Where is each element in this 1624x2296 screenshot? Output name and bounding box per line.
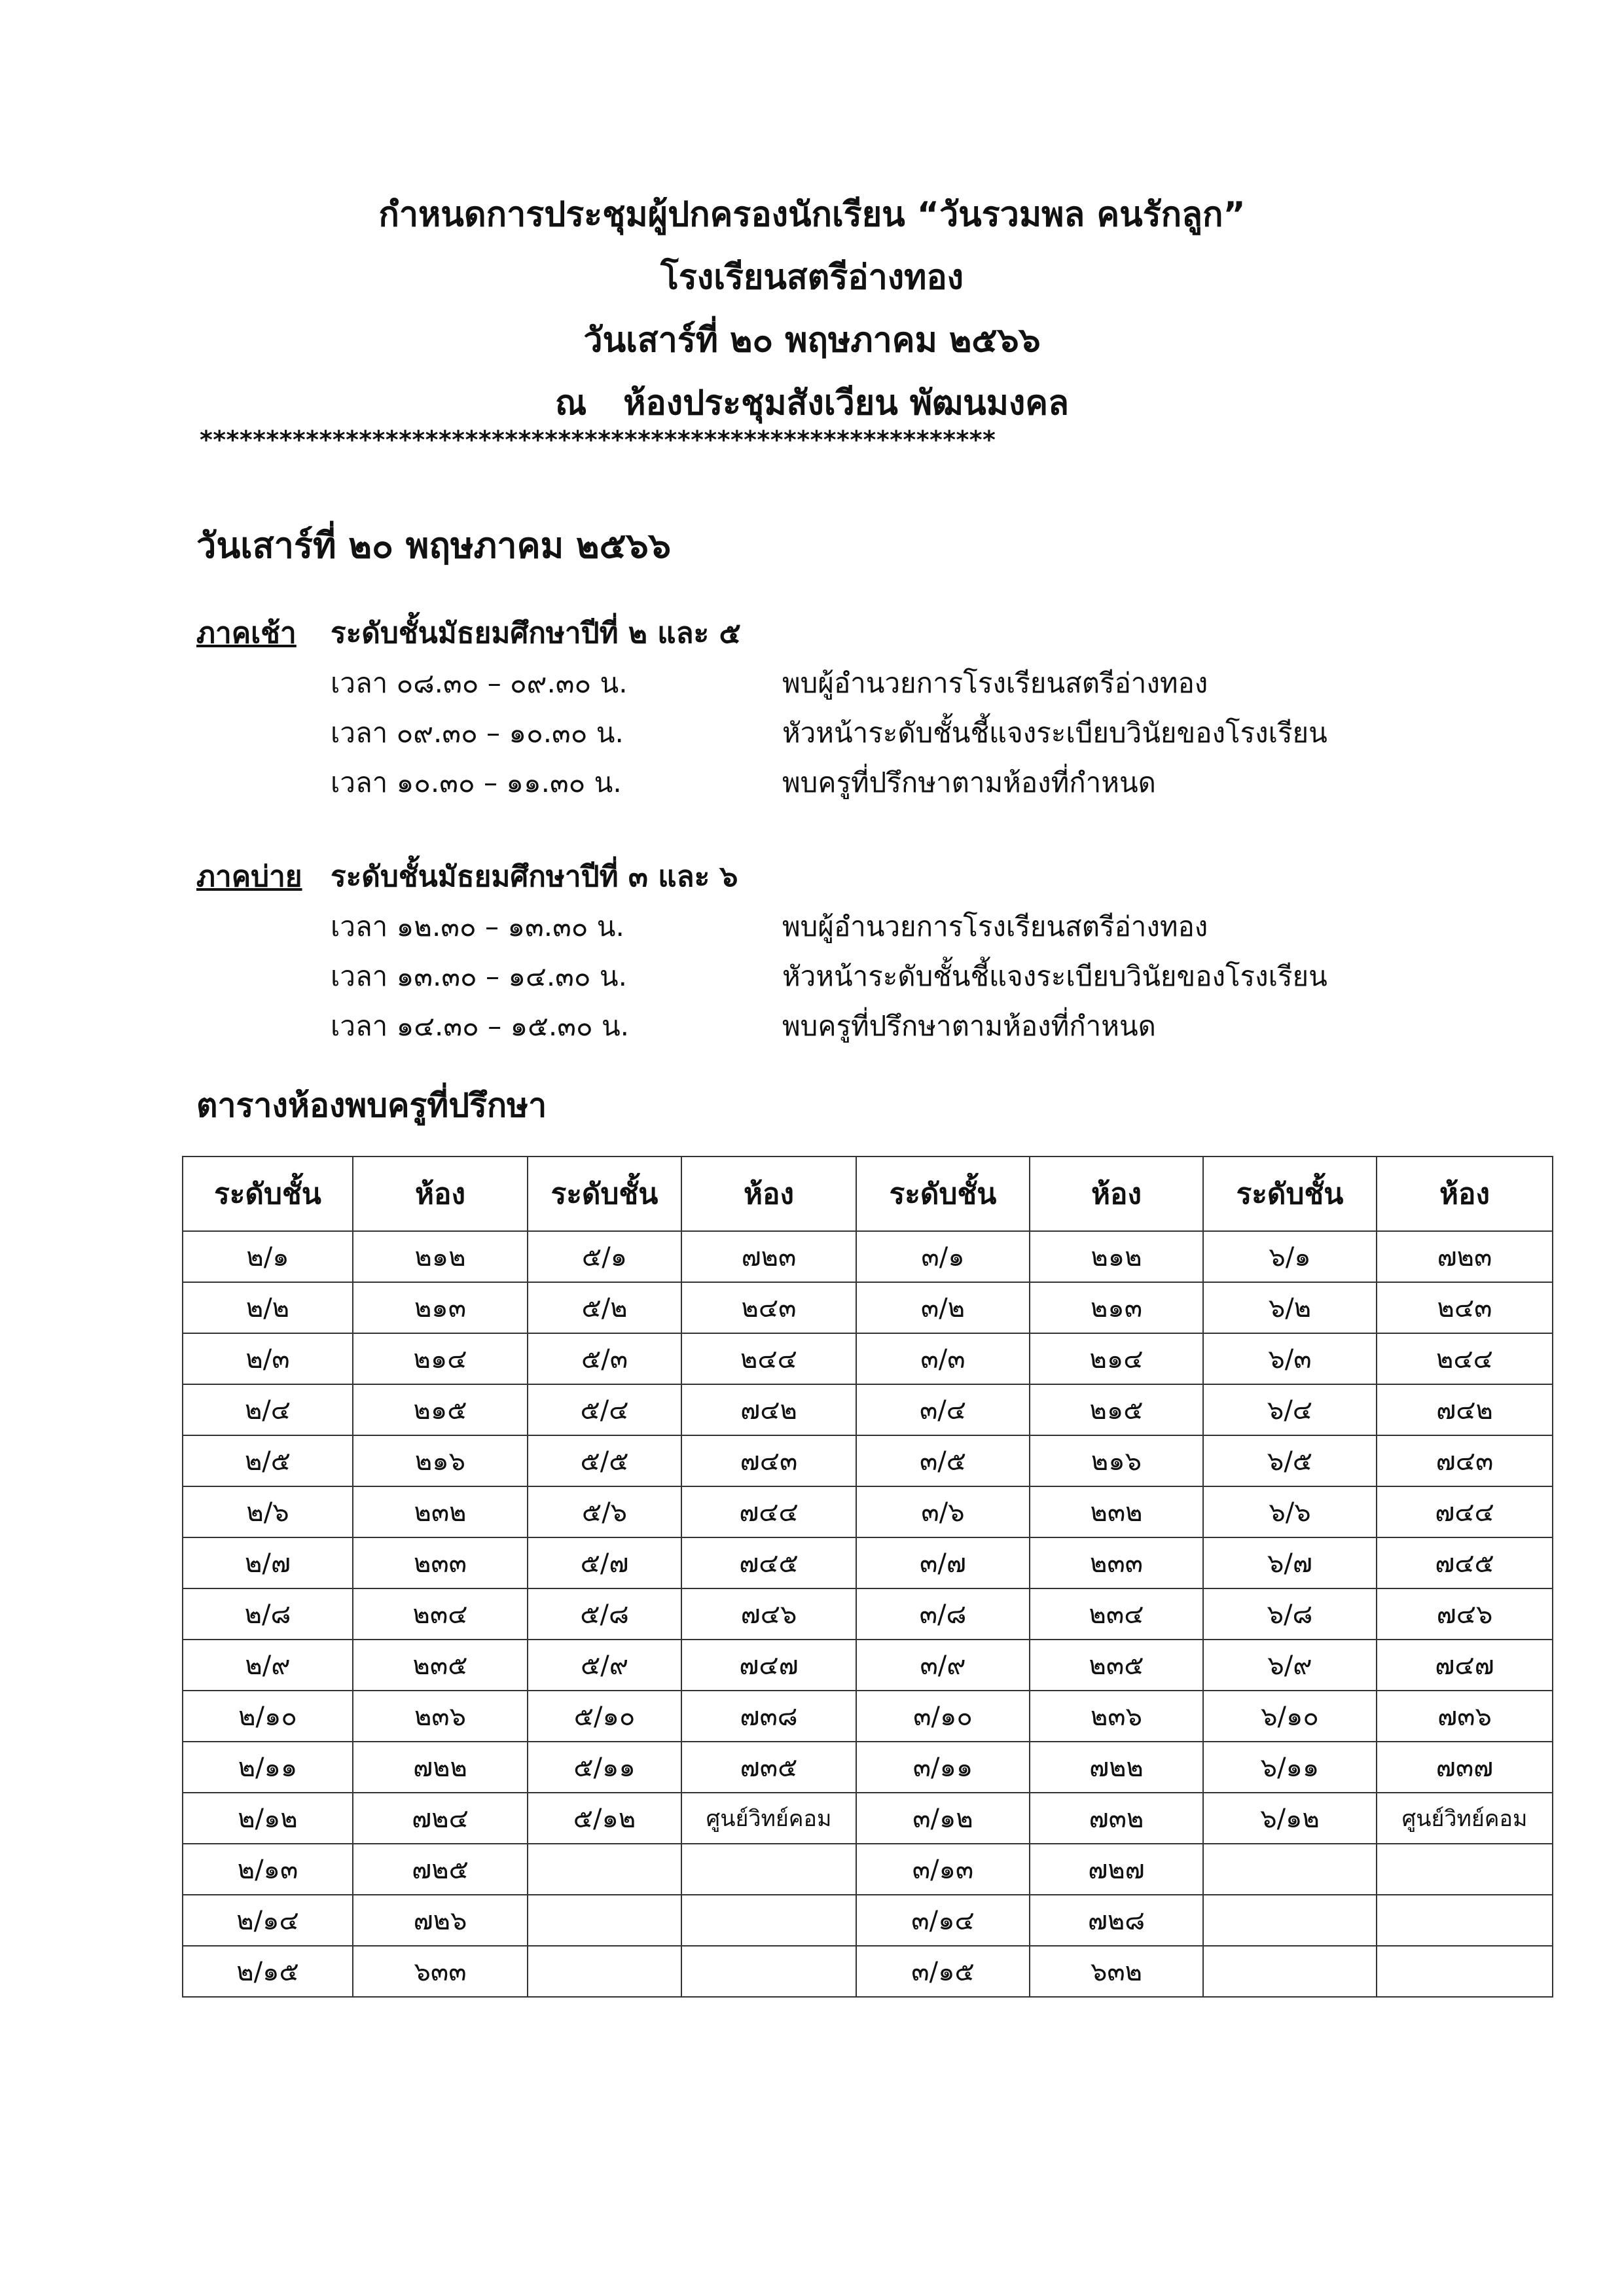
grade-level-cell: ๒/๘ — [183, 1588, 353, 1640]
room-cell: ๒๑๓ — [1030, 1282, 1203, 1333]
room-cell: ๗๒๓ — [681, 1231, 856, 1282]
room-cell: ๒๔๓ — [681, 1282, 856, 1333]
schedule-row — [196, 758, 1506, 808]
grade-level-cell: ๓/๓ — [856, 1333, 1030, 1384]
grade-level-cell: ๕/๖ — [528, 1486, 681, 1537]
room-cell: ๒๓๓ — [1030, 1537, 1203, 1588]
grade-level-cell: ๓/๙ — [856, 1640, 1030, 1691]
table-row — [183, 1231, 1553, 1282]
room-cell: ๗๔๓ — [1377, 1435, 1553, 1486]
column-header: ห้อง — [353, 1157, 528, 1231]
room-cell: ๗๔๕ — [681, 1537, 856, 1588]
room-cell: ๗๓๒ — [1030, 1793, 1203, 1844]
room-cell: ๗๔๕ — [1377, 1537, 1553, 1588]
grade-level-cell: ๒/๕ — [183, 1435, 353, 1486]
room-cell: ๗๒๓ — [1377, 1231, 1553, 1282]
title-line-1: กำหนดการประชุมผู้ปกครองนักเรียน “วันรวมพล คนรักลูก” — [378, 195, 1246, 234]
table-row — [183, 1793, 1553, 1844]
column-header: ระดับชั้น — [856, 1157, 1030, 1231]
room-cell: ๒๑๔ — [1030, 1333, 1203, 1384]
grade-level-cell — [1203, 1895, 1377, 1946]
grade-level-cell: ๖/๖ — [1203, 1486, 1377, 1537]
session-levels: ระดับชั้นมัธยมศึกษาปีที่ ๓ และ ๖ — [331, 860, 738, 893]
table-row — [183, 1640, 1553, 1691]
document-header — [0, 183, 1624, 435]
room-cell: ๒๑๕ — [1030, 1384, 1203, 1435]
grade-level-cell: ๖/๑๑ — [1203, 1742, 1377, 1793]
table-row — [183, 1844, 1553, 1895]
room-cell: ศูนย์วิทย์คอม — [1377, 1793, 1553, 1844]
room-cell: ๒๓๖ — [353, 1691, 528, 1742]
schedule-activity: พบผู้อำนวยการโรงเรียนสตรีอ่างทอง — [782, 910, 1208, 942]
grade-level-cell — [1203, 1946, 1377, 1997]
session-afternoon — [196, 852, 1506, 1051]
grade-level-cell: ๓/๑๑ — [856, 1742, 1030, 1793]
grade-level-cell: ๒/๙ — [183, 1640, 353, 1691]
schedule-row — [196, 902, 1506, 952]
grade-level-cell: ๕/๑๐ — [528, 1691, 681, 1742]
title-line-2: โรงเรียนสตรีอ่างทอง — [660, 258, 964, 297]
room-cell: ๒๓๕ — [1030, 1640, 1203, 1691]
schedule-time: เวลา ๐๙.๓๐ – ๑๐.๓๐ น. — [331, 717, 624, 749]
grade-level-cell: ๒/๑๕ — [183, 1946, 353, 1997]
grade-level-cell: ๓/๑๓ — [856, 1844, 1030, 1895]
table-row — [183, 1946, 1553, 1997]
room-cell: ๒๔๔ — [1377, 1333, 1553, 1384]
room-cell: ๗๓๖ — [1377, 1691, 1553, 1742]
grade-level-cell: ๕/๑ — [528, 1231, 681, 1282]
room-cell: ๗๔๖ — [1377, 1588, 1553, 1640]
room-cell: ๒๓๒ — [353, 1486, 528, 1537]
schedule-time: เวลา ๑๔.๓๐ – ๑๕.๓๐ น. — [331, 1010, 630, 1042]
room-cell: ๒๑๓ — [353, 1282, 528, 1333]
room-cell: ๗๔๒ — [681, 1384, 856, 1435]
room-cell: ๗๔๔ — [1377, 1486, 1553, 1537]
room-cell: ๒๑๒ — [1030, 1231, 1203, 1282]
table-row — [183, 1895, 1553, 1946]
schedule-time: เวลา ๑๓.๓๐ – ๑๔.๓๐ น. — [331, 960, 627, 992]
column-header: ห้อง — [1377, 1157, 1553, 1231]
grade-level-cell: ๕/๔ — [528, 1384, 681, 1435]
venue-name: ห้องประชุมสังเวียน พัฒนมงคล — [623, 384, 1069, 423]
room-cell: ๒๑๕ — [353, 1384, 528, 1435]
room-cell — [1377, 1844, 1553, 1895]
grade-level-cell — [528, 1946, 681, 1997]
schedule-activity: พบผู้อำนวยการโรงเรียนสตรีอ่างทอง — [782, 667, 1208, 699]
grade-level-cell: ๕/๕ — [528, 1435, 681, 1486]
grade-level-cell: ๓/๘ — [856, 1588, 1030, 1640]
schedule-activity: พบครูที่ปรึกษาตามห้องที่กำหนด — [782, 766, 1156, 798]
room-cell — [681, 1844, 856, 1895]
room-cell: ๒๓๔ — [353, 1588, 528, 1640]
grade-level-cell: ๖/๔ — [1203, 1384, 1377, 1435]
schedule-time: เวลา ๑๐.๓๐ – ๑๑.๓๐ น. — [331, 766, 622, 798]
grade-level-cell: ๒/๑๐ — [183, 1691, 353, 1742]
table-header-row — [183, 1157, 1553, 1231]
venue-prefix: ณ — [555, 384, 587, 423]
grade-level-cell: ๖/๗ — [1203, 1537, 1377, 1588]
room-cell: ๗๔๗ — [681, 1640, 856, 1691]
grade-level-cell: ๓/๑๔ — [856, 1895, 1030, 1946]
grade-level-cell — [528, 1895, 681, 1946]
grade-level-cell: ๓/๒ — [856, 1282, 1030, 1333]
room-cell: ๒๑๔ — [353, 1333, 528, 1384]
table-row — [183, 1333, 1553, 1384]
room-cell: ๗๓๕ — [681, 1742, 856, 1793]
session-head — [196, 852, 1506, 902]
grade-level-cell: ๓/๑ — [856, 1231, 1030, 1282]
session-head — [196, 609, 1506, 658]
advisor-room-table — [182, 1156, 1553, 1998]
table-row — [183, 1486, 1553, 1537]
schedule-row — [196, 708, 1506, 758]
room-cell: ๗๔๓ — [681, 1435, 856, 1486]
grade-level-cell: ๖/๑๐ — [1203, 1691, 1377, 1742]
table-row — [183, 1282, 1553, 1333]
session-levels: ระดับชั้นมัธยมศึกษาปีที่ ๒ และ ๕ — [331, 617, 741, 650]
grade-level-cell: ๒/๑๓ — [183, 1844, 353, 1895]
column-header: ระดับชั้น — [1203, 1157, 1377, 1231]
grade-level-cell: ๒/๓ — [183, 1333, 353, 1384]
room-cell: ๒๓๒ — [1030, 1486, 1203, 1537]
session-morning — [196, 609, 1506, 808]
grade-level-cell: ๕/๙ — [528, 1640, 681, 1691]
grade-level-cell: ๖/๑ — [1203, 1231, 1377, 1282]
room-cell — [681, 1946, 856, 1997]
table-row — [183, 1691, 1553, 1742]
grade-level-cell: ๖/๕ — [1203, 1435, 1377, 1486]
grade-level-cell: ๕/๑๑ — [528, 1742, 681, 1793]
grade-level-cell: ๕/๗ — [528, 1537, 681, 1588]
room-cell: ๒๓๔ — [1030, 1588, 1203, 1640]
grade-level-cell: ๒/๗ — [183, 1537, 353, 1588]
grade-level-cell: ๒/๑๑ — [183, 1742, 353, 1793]
column-header: ห้อง — [1030, 1157, 1203, 1231]
grade-level-cell: ๓/๗ — [856, 1537, 1030, 1588]
table-row — [183, 1537, 1553, 1588]
session-label: ภาคเช้า — [196, 617, 297, 650]
schedule-row — [196, 658, 1506, 708]
room-cell: ๗๓๘ — [681, 1691, 856, 1742]
room-cell: ๒๓๓ — [353, 1537, 528, 1588]
grade-level-cell: ๒/๔ — [183, 1384, 353, 1435]
room-cell: ๗๒๖ — [353, 1895, 528, 1946]
star-divider: ************************************************************ — [200, 425, 996, 454]
schedule-activity: พบครูที่ปรึกษาตามห้องที่กำหนด — [782, 1010, 1156, 1042]
schedule-time: เวลา ๑๒.๓๐ – ๑๓.๓๐ น. — [331, 910, 624, 942]
schedule-activity: หัวหน้าระดับชั้นชี้แจงระเบียบวินัยของโรงเรียน — [782, 717, 1327, 749]
room-cell: ๒๔๓ — [1377, 1282, 1553, 1333]
room-cell: ๗๔๖ — [681, 1588, 856, 1640]
room-cell — [1377, 1946, 1553, 1997]
schedule-row — [196, 1001, 1506, 1051]
grade-level-cell: ๒/๖ — [183, 1486, 353, 1537]
grade-level-cell: ๕/๑๒ — [528, 1793, 681, 1844]
grade-level-cell: ๓/๑๒ — [856, 1793, 1030, 1844]
grade-level-cell: ๖/๘ — [1203, 1588, 1377, 1640]
table-row — [183, 1742, 1553, 1793]
table-row — [183, 1435, 1553, 1486]
room-cell: ๗๒๔ — [353, 1793, 528, 1844]
grade-level-cell: ๖/๓ — [1203, 1333, 1377, 1384]
room-cell — [681, 1895, 856, 1946]
grade-level-cell: ๓/๔ — [856, 1384, 1030, 1435]
room-cell: ๗๒๒ — [1030, 1742, 1203, 1793]
room-cell — [1377, 1895, 1553, 1946]
table-row — [183, 1384, 1553, 1435]
room-cell: ๗๔๗ — [1377, 1640, 1553, 1691]
grade-level-cell: ๕/๒ — [528, 1282, 681, 1333]
room-cell: ๖๓๓ — [353, 1946, 528, 1997]
room-cell: ๗๓๗ — [1377, 1742, 1553, 1793]
room-cell: ๗๒๗ — [1030, 1844, 1203, 1895]
table-row — [183, 1588, 1553, 1640]
column-header: ระดับชั้น — [183, 1157, 353, 1231]
room-cell: ๒๓๖ — [1030, 1691, 1203, 1742]
title-line-3: วันเสาร์ที่ ๒๐ พฤษภาคม ๒๕๖๖ — [583, 321, 1041, 360]
schedule-row — [196, 952, 1506, 1001]
grade-level-cell: ๒/๒ — [183, 1282, 353, 1333]
grade-level-cell: ๒/๑ — [183, 1231, 353, 1282]
grade-level-cell — [528, 1844, 681, 1895]
grade-level-cell: ๖/๒ — [1203, 1282, 1377, 1333]
schedule-activity: หัวหน้าระดับชั้นชี้แจงระเบียบวินัยของโรงเรียน — [782, 960, 1327, 992]
room-cell: ๒๑๒ — [353, 1231, 528, 1282]
room-cell: ๗๒๘ — [1030, 1895, 1203, 1946]
grade-level-cell — [1203, 1844, 1377, 1895]
room-cell: ๒๓๕ — [353, 1640, 528, 1691]
room-cell: ศูนย์วิทย์คอม — [681, 1793, 856, 1844]
grade-level-cell: ๖/๙ — [1203, 1640, 1377, 1691]
column-header: ห้อง — [681, 1157, 856, 1231]
table-title: ตารางห้องพบครูที่ปรึกษา — [196, 1086, 547, 1124]
room-cell: ๒๑๖ — [353, 1435, 528, 1486]
room-cell: ๖๓๒ — [1030, 1946, 1203, 1997]
column-header: ระดับชั้น — [528, 1157, 681, 1231]
grade-level-cell: ๖/๑๒ — [1203, 1793, 1377, 1844]
grade-level-cell: ๕/๓ — [528, 1333, 681, 1384]
room-cell: ๒๑๖ — [1030, 1435, 1203, 1486]
room-cell: ๗๔๔ — [681, 1486, 856, 1537]
schedule-time: เวลา ๐๘.๓๐ – ๐๙.๓๐ น. — [331, 667, 628, 699]
grade-level-cell: ๓/๑๕ — [856, 1946, 1030, 1997]
grade-level-cell: ๓/๕ — [856, 1435, 1030, 1486]
room-cell: ๗๒๒ — [353, 1742, 528, 1793]
grade-level-cell: ๒/๑๔ — [183, 1895, 353, 1946]
room-cell: ๗๒๕ — [353, 1844, 528, 1895]
date-heading: วันเสาร์ที่ ๒๐ พฤษภาคม ๒๕๖๖ — [196, 525, 672, 566]
room-cell: ๗๔๒ — [1377, 1384, 1553, 1435]
grade-level-cell: ๓/๑๐ — [856, 1691, 1030, 1742]
session-label: ภาคบ่าย — [196, 860, 302, 893]
grade-level-cell: ๒/๑๒ — [183, 1793, 353, 1844]
room-cell: ๒๔๔ — [681, 1333, 856, 1384]
grade-level-cell: ๕/๘ — [528, 1588, 681, 1640]
grade-level-cell: ๓/๖ — [856, 1486, 1030, 1537]
